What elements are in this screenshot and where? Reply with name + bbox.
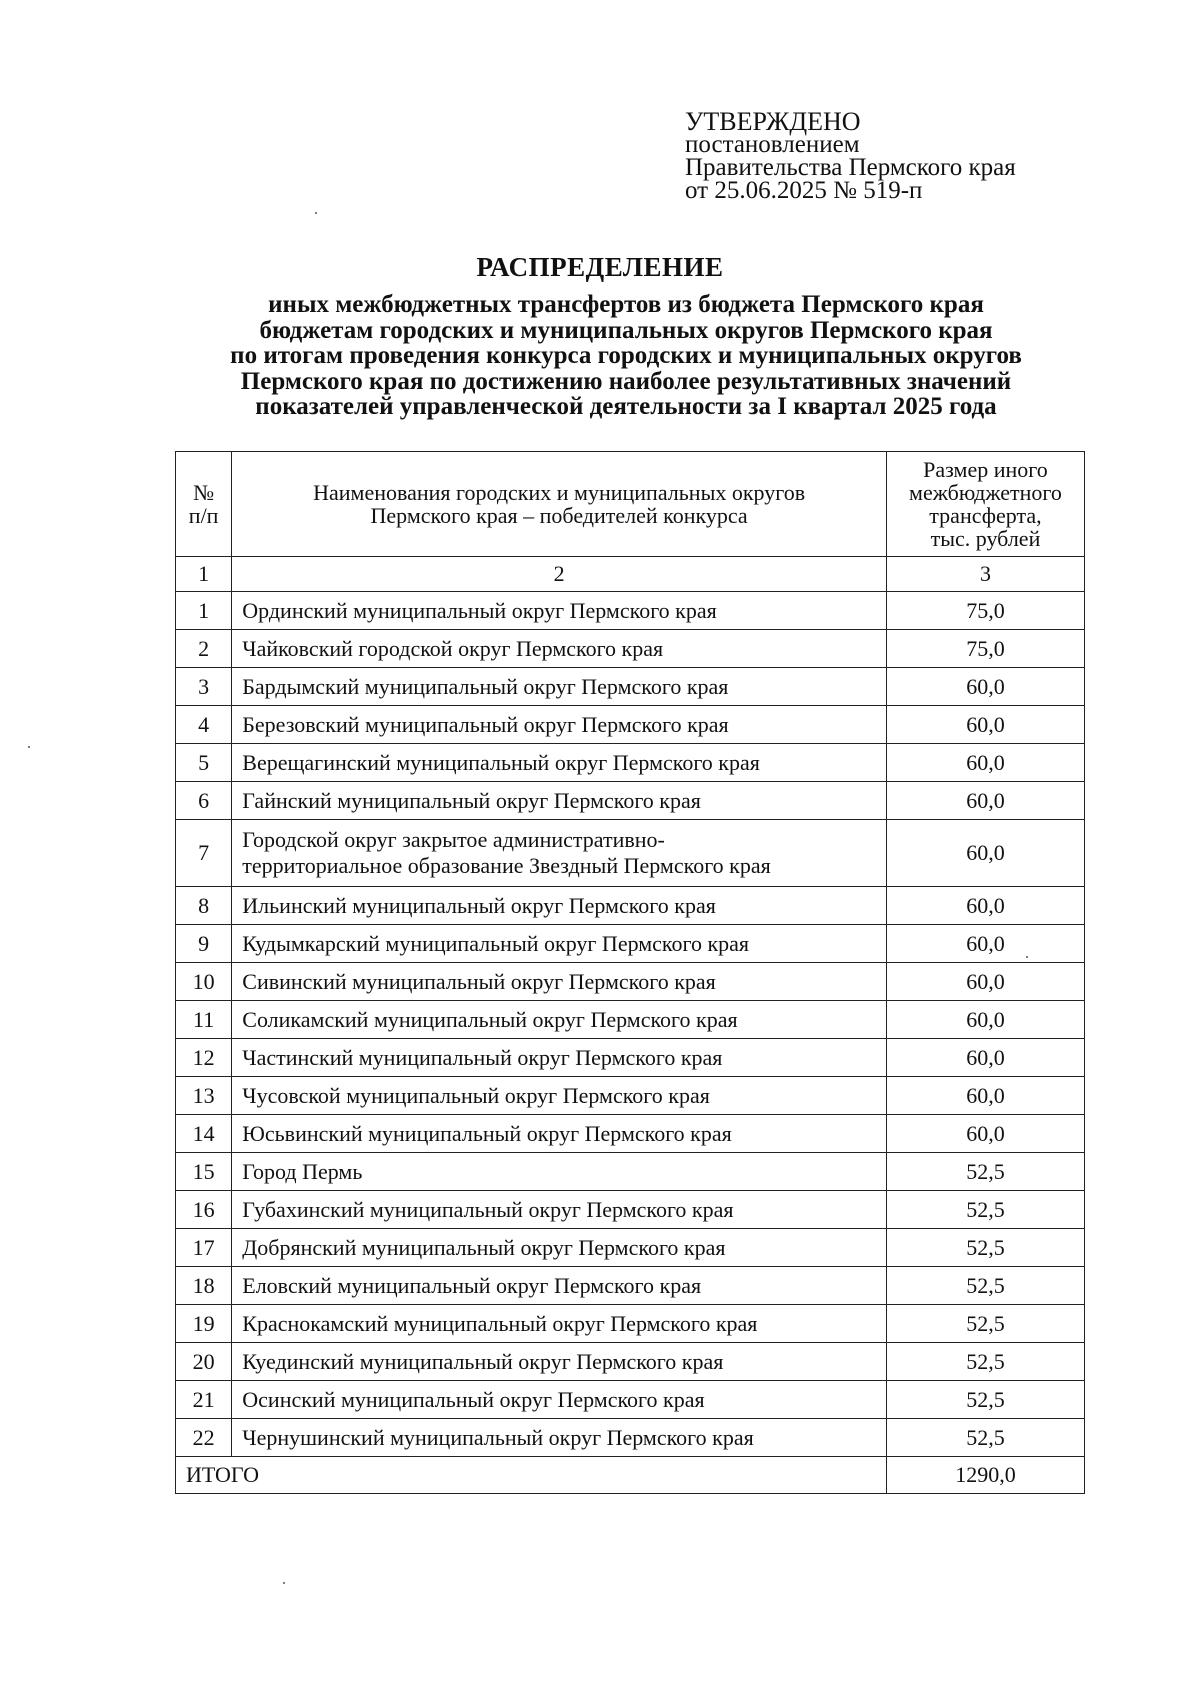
row-amount: 52,5: [886, 1381, 1084, 1419]
row-number: 9: [176, 925, 232, 963]
approval-line-3: Правительства Пермского края: [685, 154, 1016, 181]
table-row: [176, 1001, 1085, 1039]
row-amount: 60,0: [886, 820, 1084, 887]
row-municipality: Кудымкарский муниципальный округ Пермского края: [232, 925, 887, 963]
row-municipality: Ординский муниципальный округ Пермского края: [232, 592, 887, 630]
table-row: [176, 1305, 1085, 1343]
table-row: [176, 668, 1085, 706]
approval-stamp: [685, 107, 1016, 204]
row-amount: 52,5: [886, 1229, 1084, 1267]
distribution-table: [175, 451, 1085, 1494]
table-row: [176, 925, 1085, 963]
row-amount: 60,0: [886, 1115, 1084, 1153]
row-amount: 60,0: [886, 668, 1084, 706]
table-header-row: [176, 452, 1085, 557]
subtitle-line: иных межбюджетных трансфертов из бюджета Пермского края: [268, 291, 984, 318]
row-municipality: Чусовской муниципальный округ Пермского края: [232, 1077, 887, 1115]
row-number: 2: [176, 630, 232, 668]
row-amount: 60,0: [886, 1039, 1084, 1077]
row-municipality: Сивинский муниципальный округ Пермского края: [232, 963, 887, 1001]
row-municipality: Чернушинский муниципальный округ Пермского края: [232, 1419, 887, 1457]
row-number: 4: [176, 706, 232, 744]
header-municipality: Наименования городских и муниципальных округов Пермского края – победителей конкурса: [232, 452, 887, 557]
row-amount: 60,0: [886, 744, 1084, 782]
row-municipality: Ильинский муниципальный округ Пермского края: [232, 887, 887, 925]
table-row: [176, 744, 1085, 782]
row-amount: 60,0: [886, 782, 1084, 820]
row-municipality: Соликамский муниципальный округ Пермского края: [232, 1001, 887, 1039]
table-row: [176, 1343, 1085, 1381]
row-amount: 52,5: [886, 1343, 1084, 1381]
row-municipality: Березовский муниципальный округ Пермского края: [232, 706, 887, 744]
row-amount: 52,5: [886, 1305, 1084, 1343]
table-row: [176, 1077, 1085, 1115]
row-number: 12: [176, 1039, 232, 1077]
table-row: [176, 1229, 1085, 1267]
row-number: 13: [176, 1077, 232, 1115]
row-number: 5: [176, 744, 232, 782]
row-amount: 52,5: [886, 1191, 1084, 1229]
header-transfer-amount: Размер иного межбюджетного трансферта, тыс. рублей: [886, 452, 1084, 557]
row-amount: 60,0: [886, 887, 1084, 925]
subtitle-line: по итогам проведения конкурса городских и муниципальных округов: [230, 342, 1022, 369]
subtitle-line: бюджетам городских и муниципальных округов Пермского края: [259, 316, 993, 344]
row-number: 16: [176, 1191, 232, 1229]
table-row: [176, 630, 1085, 668]
table-row: [176, 887, 1085, 925]
table-row: [176, 1267, 1085, 1305]
row-number: 21: [176, 1381, 232, 1419]
scan-speck: [1026, 956, 1028, 958]
row-amount: 60,0: [886, 706, 1084, 744]
row-number: 20: [176, 1343, 232, 1381]
total-row: [176, 1457, 1085, 1494]
column-index: 2: [232, 557, 887, 592]
row-amount: 60,0: [886, 1077, 1084, 1115]
table-row: [176, 1381, 1085, 1419]
table-row: [176, 782, 1085, 820]
row-municipality: Осинский муниципальный округ Пермского края: [232, 1381, 887, 1419]
row-number: 8: [176, 887, 232, 925]
subtitle-line: Пермского края по достижению наиболее результативных значений: [240, 367, 1012, 395]
total-label: ИТОГО: [176, 1457, 887, 1494]
row-amount: 52,5: [886, 1267, 1084, 1305]
row-municipality: Городской округ закрытое административно- территориальное образование Звездный Пермского края: [232, 820, 887, 887]
row-municipality: Краснокамский муниципальный округ Пермского края: [232, 1305, 887, 1343]
scan-speck: [315, 212, 317, 214]
table-row: [176, 706, 1085, 744]
row-amount: 60,0: [886, 963, 1084, 1001]
table-row: [176, 1191, 1085, 1229]
row-municipality: Город Пермь: [232, 1153, 887, 1191]
column-index: 1: [176, 557, 232, 592]
approval-heading: УТВЕРЖДЕНО: [685, 107, 861, 136]
row-number: 10: [176, 963, 232, 1001]
subtitle-line: показателей управленческой деятельности за I квартал 2025 года: [255, 393, 997, 420]
table-row: [176, 1419, 1085, 1457]
row-number: 7: [176, 820, 232, 887]
row-municipality: Добрянский муниципальный округ Пермского края: [232, 1229, 887, 1267]
row-number: 18: [176, 1267, 232, 1305]
row-municipality: Бардымский муниципальный округ Пермского края: [232, 668, 887, 706]
row-municipality: Еловский муниципальный округ Пермского края: [232, 1267, 887, 1305]
table-row: [176, 820, 1085, 887]
row-amount: 60,0: [886, 1001, 1084, 1039]
row-amount: 75,0: [886, 630, 1084, 668]
row-number: 17: [176, 1229, 232, 1267]
total-amount: 1290,0: [886, 1457, 1084, 1494]
row-municipality: Верещагинский муниципальный округ Пермского края: [232, 744, 887, 782]
approval-line-2: постановлением: [685, 131, 860, 158]
column-index-row: [176, 557, 1085, 592]
row-number: 11: [176, 1001, 232, 1039]
row-municipality: Губахинский муниципальный округ Пермского края: [232, 1191, 887, 1229]
table-row: [176, 1039, 1085, 1077]
document-title: РАСПРЕДЕЛЕНИЕ: [476, 252, 724, 282]
row-number: 14: [176, 1115, 232, 1153]
table-row: [176, 1153, 1085, 1191]
row-municipality: Чайковский городской округ Пермского края: [232, 630, 887, 668]
row-number: 1: [176, 592, 232, 630]
header-number: № п/п: [176, 452, 232, 557]
approval-date-number: от 25.06.2025 № 519-п: [685, 177, 923, 204]
row-number: 19: [176, 1305, 232, 1343]
row-municipality: Куединский муниципальный округ Пермского края: [232, 1343, 887, 1381]
row-municipality: Юсьвинский муниципальный округ Пермского края: [232, 1115, 887, 1153]
row-amount: 52,5: [886, 1153, 1084, 1191]
column-index: 3: [886, 557, 1084, 592]
scan-speck: [28, 746, 30, 748]
row-municipality: Частинский муниципальный округ Пермского края: [232, 1039, 887, 1077]
row-amount: 52,5: [886, 1419, 1084, 1457]
scan-speck: [283, 1582, 285, 1584]
row-municipality: Гайнский муниципальный округ Пермского края: [232, 782, 887, 820]
document-subtitle: [0, 292, 1200, 420]
row-number: 22: [176, 1419, 232, 1457]
row-amount: 75,0: [886, 592, 1084, 630]
row-number: 6: [176, 782, 232, 820]
table-row: [176, 1115, 1085, 1153]
row-number: 15: [176, 1153, 232, 1191]
table-row: [176, 963, 1085, 1001]
row-amount: 60,0: [886, 925, 1084, 963]
row-number: 3: [176, 668, 232, 706]
table-row: [176, 592, 1085, 630]
